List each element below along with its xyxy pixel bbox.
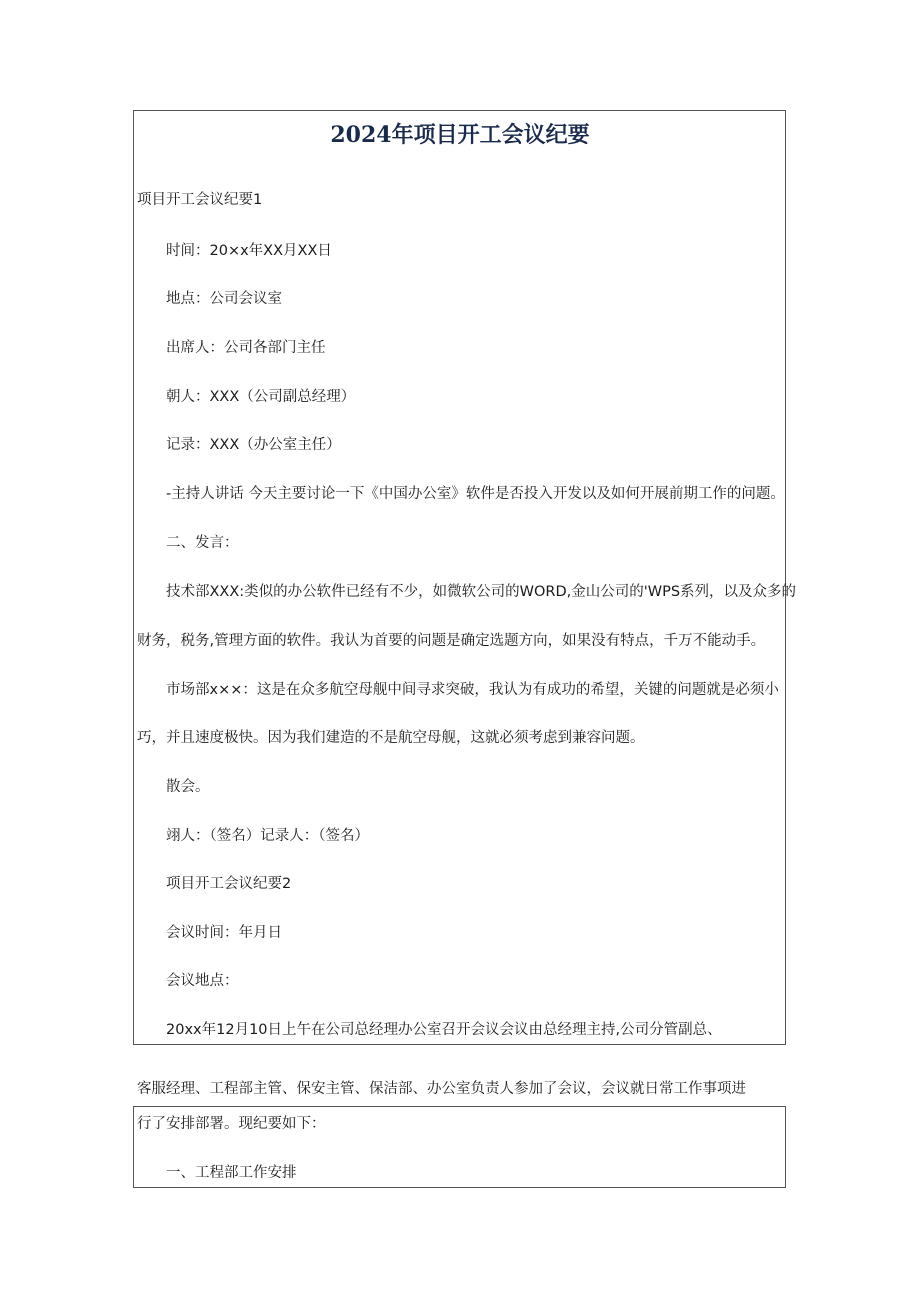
meeting-recorder: 记录：XXX（办公室主任） [166,437,341,453]
meeting-time-2: 会议时间：年月日 [166,925,282,941]
signatures: 翊人：（签名）记录人：（签名） [166,828,369,844]
tech-speech-line-1: 技术部XXX:类似的办公软件已经有不少，如微软公司的WORD,金山公司的'WPS系列，以及众多的 [166,584,797,600]
market-speech-line-2: 巧，并且速度极快。因为我们建造的不是航空母舰，这就必须考虑到兼容问题。 [137,730,645,746]
meeting-attendees: 出席人：公司各部门主任 [166,340,326,356]
meeting-place: 地点：公司会议室 [166,291,282,307]
section-heading-1: 项目开工会议纪要1 [137,192,263,208]
adjourn-text: 散会。 [166,779,210,795]
meeting-host: 朝人：XXX（公司副总经理） [166,389,356,405]
meeting-time: 时间：20×x年XX月XX日 [166,243,332,259]
page-title: 2024年项目开工会议纪要 [330,122,590,148]
engineering-heading: 一、工程部工作安排 [166,1165,297,1181]
speeches-heading: 二、发言： [166,535,239,551]
paragraph-2-line-3: 行了安排部署。现纪要如下： [137,1116,326,1132]
section-heading-2: 项目开工会议纪要2 [166,876,292,892]
paragraph-2-line-1: 20xx年12月10日上午在公司总经理办公室召开会议会议由总经理主持,公司分管副总、 [166,1022,722,1038]
meeting-place-2: 会议地点： [166,973,239,989]
tech-speech-line-2: 财务，税务,管理方面的软件。我认为首要的问题是确定选题方向，如果没有特点，千万不能动手。 [137,633,766,649]
paragraph-2-line-2: 客服经理、工程部主管、保安主管、保洁部、办公室负责人参加了会议，会议就日常工作事项进 [137,1081,746,1097]
market-speech-line-1: 市场部x××：这是在众多航空母舰中间寻求突破，我认为有成功的希望，关键的问题就是必须小 [166,682,779,698]
host-speech: -主持人讲话 今天主要讨论一下《中国办公室》软件是否投入开发以及如何开展前期工作的问题。 [166,486,785,502]
